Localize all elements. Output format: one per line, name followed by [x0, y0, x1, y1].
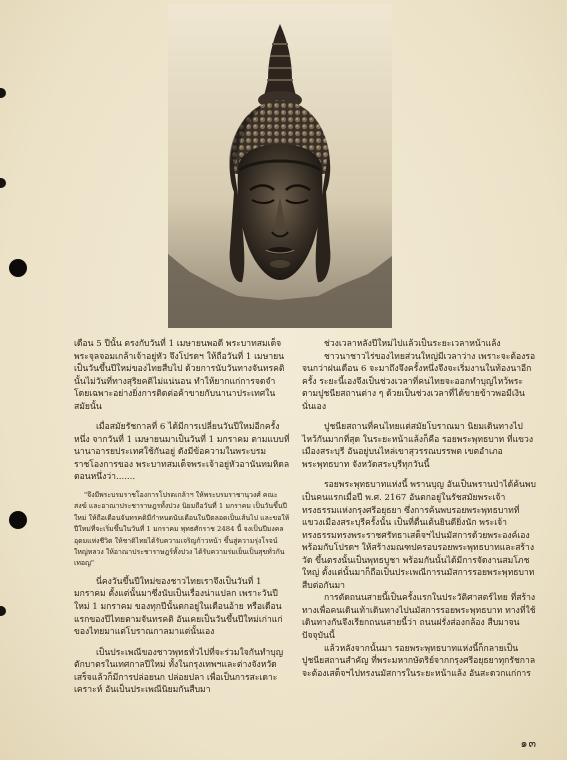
paragraph: ปูชนียสถานที่คนไทยแต่สมัยโบราณมา นิยมเดินทางไปไหว้กันมากที่สุด ในระยะหน้าแล้งก็คือ รอยพระพุทธบาท ที่แขวงเมืองสระบุรี อันอยู่บนไหล่เขาสุวรรณบรรพต เขตอำเภอพระพุทธบาท จังหวัดสระบุรีทุกวันนี้ [302, 422, 534, 470]
paragraph: รอยพระพุทธบาทแห่งนี้ พรานบุญ อันเป็นพรานป่าได้ค้นพบเป็นคนแรกเมื่อปี พ.ศ. 2167 อันตกอยู่ในรัชสมัยพระเจ้าทรงธรรมแห่งกรุงศรีอยุธยา ซึ่งการค้นพบรอยพระพุทธบาทที่แขวงเมืองสระบุรีครั้งนั้น เป็นที่ตื่นเต้นยินดียิ่งนัก พระเจ้าทรงธรรมทรงพระราชศรัทธาเสด็จฯไปนมัสการด้วยพระองค์เอง พร้อมกับโปรดฯ ให้สร้างมณฑปครอบรอยพระพุทธบาทและสร้างวัด ขึ้นตรงนั้นเป็นพุทธบูชา พร้อมกันนั้นได้มีการจัดงานสมโภชใหญ่ ตั้งแต่นั้นมาก็ถือเป็นประเพณีการนมัสการรอยพระพุทธบาทสืบต่อกันมา [302, 480, 536, 591]
paragraph: ชาวนาชาวไร่ของไทยส่วนใหญ่มีเวลาว่าง เพราะจะต้องรอจนกว่าฝนเดือน 6 จะมาถึงจึงครั้งหนึ่งจึงจะเริ่มงานในท้องนาอีกครั้ง ระยะนี้เองจึงเป็นช่วงเวลาที่คนไทยจะออกทำบุญไหว้พระตามปูชนียสถานต่าง ๆ ด้วยเป็นช่วงเวลาที่ได้ขายข้าวพอมีเงินนั่นเอง [302, 351, 536, 412]
paragraph: เดือน 5 ปีนั้น ตรงกับวันที่ 1 เมษายนพอดี พระบาทสมเด็จพระจุลจอมเกล้าเจ้าอยู่หัว จึงโปรดฯ ให้ถือวันที่ 1 เมษายน เป็นวันขึ้นปีใหม่ของไทยสืบไป ด้วยการนับวันทางจันทรคตินั้นไม่วันที่ทางสุริยคติไม่แน่นอน ทำให้ยากแก่การจดจำ โดยเฉพาะอย่างยิ่งการติดต่อค้าขายกับนานาประเทศในสมัยนั้น [74, 339, 285, 412]
margin-mark [0, 88, 6, 98]
royal-proclamation-quote [74, 490, 290, 570]
quote-text: "จึงมีพระบรมราชโองการโปรดเกล้าฯ ให้พระบรมราชานุวงศ์ คณะสงฆ์ และอาณาประชาราษฎรทั้งปวง นิยมถือวันที่ 1 มกราคม เป็นวันขึ้นปีใหม่ ให้ถือเดือนจันทรคติมีกำหนดนับเดือนในปีตลอดเป็นเส้นไป และขอให้ปีใหม่ที่จะเริ่มขึ้นในวันที่ 1 มกราคม พุทธศักราช 2484 นี้ จงเป็นปีมงคลอุดมแห่งชีวิต ให้ชาติไทยได้รับความเจริญก้าวหน้า ขึ้นสู่ความรุ่งโรจน์ใหญ่หลวง ให้อาณาประชาราษฎร์ทั้งปวง ได้รับความร่มเย็นเป็นสุขทั่วกัน เทอญ" [74, 491, 290, 568]
page-number: ๑๓ [520, 737, 537, 750]
binder-hole [9, 511, 27, 529]
binder-hole [9, 259, 27, 277]
paragraph: เมื่อสมัยรัชกาลที่ 6 ได้มีการเปลี่ยนวันปีใหม่อีกครั้งหนึ่ง จากวันที่ 1 เมษายนมาเป็นวันที่ 1 มกราคม ตามแบบที่นานาอารยประเทศใช้กันอยู่ ดังมีข้อความในพระบรมราชโองการของ พระบาทสมเด็จพระเจ้าอยู่หัวอานันทมหิดลตอนหนึ่งว่า....... [74, 422, 290, 483]
paragraph: นี่คงวันขึ้นปีใหม่ของชาวไทยเราจึงเป็นวันที่ 1 มกราคม ตั้งแต่นั้นมาซึ่งนับเป็นเรื่องน่าแปลก เพราะวันปีใหม่ 1 มกราคม ของทุกปีนั้นตกอยู่ในเดือนอ้าย หรือเดือนแรกของปีไทยตามจันทรคติ อันเคยเป็นวันขึ้นปีใหม่เก่าแก่ของไทยมาแต่โบราณกาลมาแต่นั้นเอง [74, 576, 283, 638]
margin-mark [0, 606, 6, 616]
paragraph: การตัดถนนสายนี้เป็นครั้งแรกในประวัติศาสตร์ไทย ที่สร้างทางเพื่อคนเดินเท้าเดินทางไปนมัสการรอยพระพุทธบาท ทางที่ใช้เดินทางกันจึงเรียกถนนสายนี้ว่า ถนนฝรั่งส่องกล้อง สืบมาจนปัจจุบันนี้ [302, 593, 536, 642]
left-column [74, 338, 290, 697]
margin-mark [0, 178, 6, 188]
buddha-head-photo [168, 4, 392, 328]
paragraph: ช่วงเวลาหลังปีใหม่ไปแล้วเป็นระยะเวลาหน้าแล้ง [324, 339, 501, 349]
paragraph: แล้วหลังจากนั้นมา รอยพระพุทธบาทแห่งนี้ก็กลายเป็นปูชนียสถานสำคัญ ที่พระมหากษัตริย์จากกรุงศรีอยุธยาทุกรัชกาลจะต้องเสด็จฯไปทรงนมัสการในระยะหน้าแล้ง อันสะดวกแก่การ [302, 643, 536, 679]
right-column [302, 338, 536, 680]
paragraph: เป็นประเพณีของชาวพุทธทั่วไปที่จะร่วมใจกันทำบุญตักบาตรในเทศกาลปีใหม่ ทั้งในกรุงเทพฯและต่างจังหวัด เสร็จแล้วก็มีการปล่อยนก ปล่อยปลา เพื่อเป็นการสะเดาะเคราะห์ อันเป็นประเพณีนิยมกันสืบมา [74, 647, 284, 696]
